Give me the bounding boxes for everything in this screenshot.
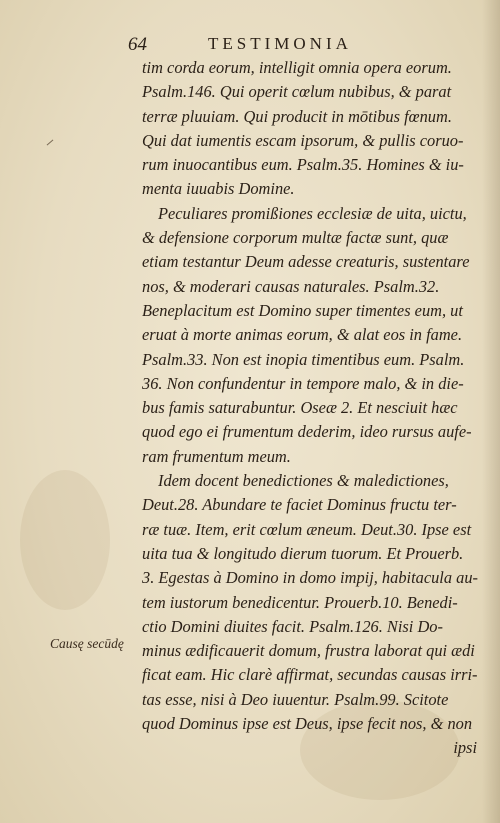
text-line: eruat à morte animas eorum, & alat eos in fame. — [142, 325, 463, 345]
text-line: Qui dat iumentis escam ipsorum, & pullis coruo- — [142, 130, 464, 150]
text-line: Psalm.33. Non est inopia timentibus eum. Psalm. — [142, 349, 465, 369]
text-line: tim corda eorum, intelligit omnia opera eorum. — [142, 58, 452, 77]
text-line: ficat eam. Hic clarè affirmat, secundas causas irri- — [142, 665, 478, 685]
text-line: bus famis saturabuntur. Oseæ 2. Et nesciuit hæc — [142, 398, 458, 418]
running-title: TESTIMONIA — [208, 34, 352, 53]
text-line: Idem docent benedictiones & maledictiones, — [158, 471, 449, 491]
text-line: tem iustorum benedicentur. Prouerb.10. Benedi- — [142, 592, 458, 612]
text-line: minus ædificauerit domum, frustra laborat qui ædi — [142, 641, 475, 661]
margin-note: Causę secūdę — [50, 636, 124, 651]
text-line: nos, & moderari causas naturales. Psalm.32. — [142, 276, 440, 296]
page-header — [128, 34, 478, 58]
body-text — [142, 56, 487, 761]
text-line: 36. Non confundentur in tempore malo, & in die- — [142, 373, 464, 393]
text-line: ræ tuæ. Item, erit cœlum æneum. Deut.30. Ipse est — [142, 519, 472, 539]
pen-mark — [47, 140, 54, 146]
text-line: quod Dominus ipse est Deus, ipse fecit nos, & non — [142, 714, 473, 734]
text-line: ctio Domini diuites facit. Psalm.126. Nisi Do- — [142, 616, 443, 636]
text-line: & defensione corporum multæ factæ sunt, quæ — [142, 228, 449, 248]
text-line: ram frumentum meum. — [142, 446, 291, 466]
text-line: etiam testantur Deum adesse creaturis, sustentare — [142, 252, 470, 272]
text-line: Beneplacitum est Domino super timentes eum, ut — [142, 300, 463, 320]
text-line: Psalm.146. Qui operit cœlum nubibus, & parat — [142, 82, 452, 102]
text-line: 3. Egestas à Domino in domo impij, habitacula au- — [142, 568, 478, 588]
text-line: uita tua & longitudo dierum tuorum. Et Prouerb. — [142, 543, 464, 563]
text-line: terræ pluuiam. Qui producit in mōtibus fœnum. — [142, 106, 452, 126]
catchword: ipsi — [453, 738, 477, 758]
text-line: Deut.28. Abundare te faciet Dominus fructu ter- — [142, 495, 457, 515]
text-line: rum inuocantibus eum. Psalm.35. Homines & iu- — [142, 155, 464, 175]
page-number: 64 — [128, 34, 147, 55]
text-line: Peculiares promißiones ecclesiæ de uita, uictu, — [158, 203, 467, 223]
paper-stain — [20, 470, 110, 610]
text-line: quod ego ei frumentum dederim, ideo rursus aufe- — [142, 422, 472, 442]
text-line: menta iuuabis Domine. — [142, 179, 295, 199]
text-line: tas esse, nisi à Deo iuuentur. Psalm.99. Scitote — [142, 689, 449, 709]
